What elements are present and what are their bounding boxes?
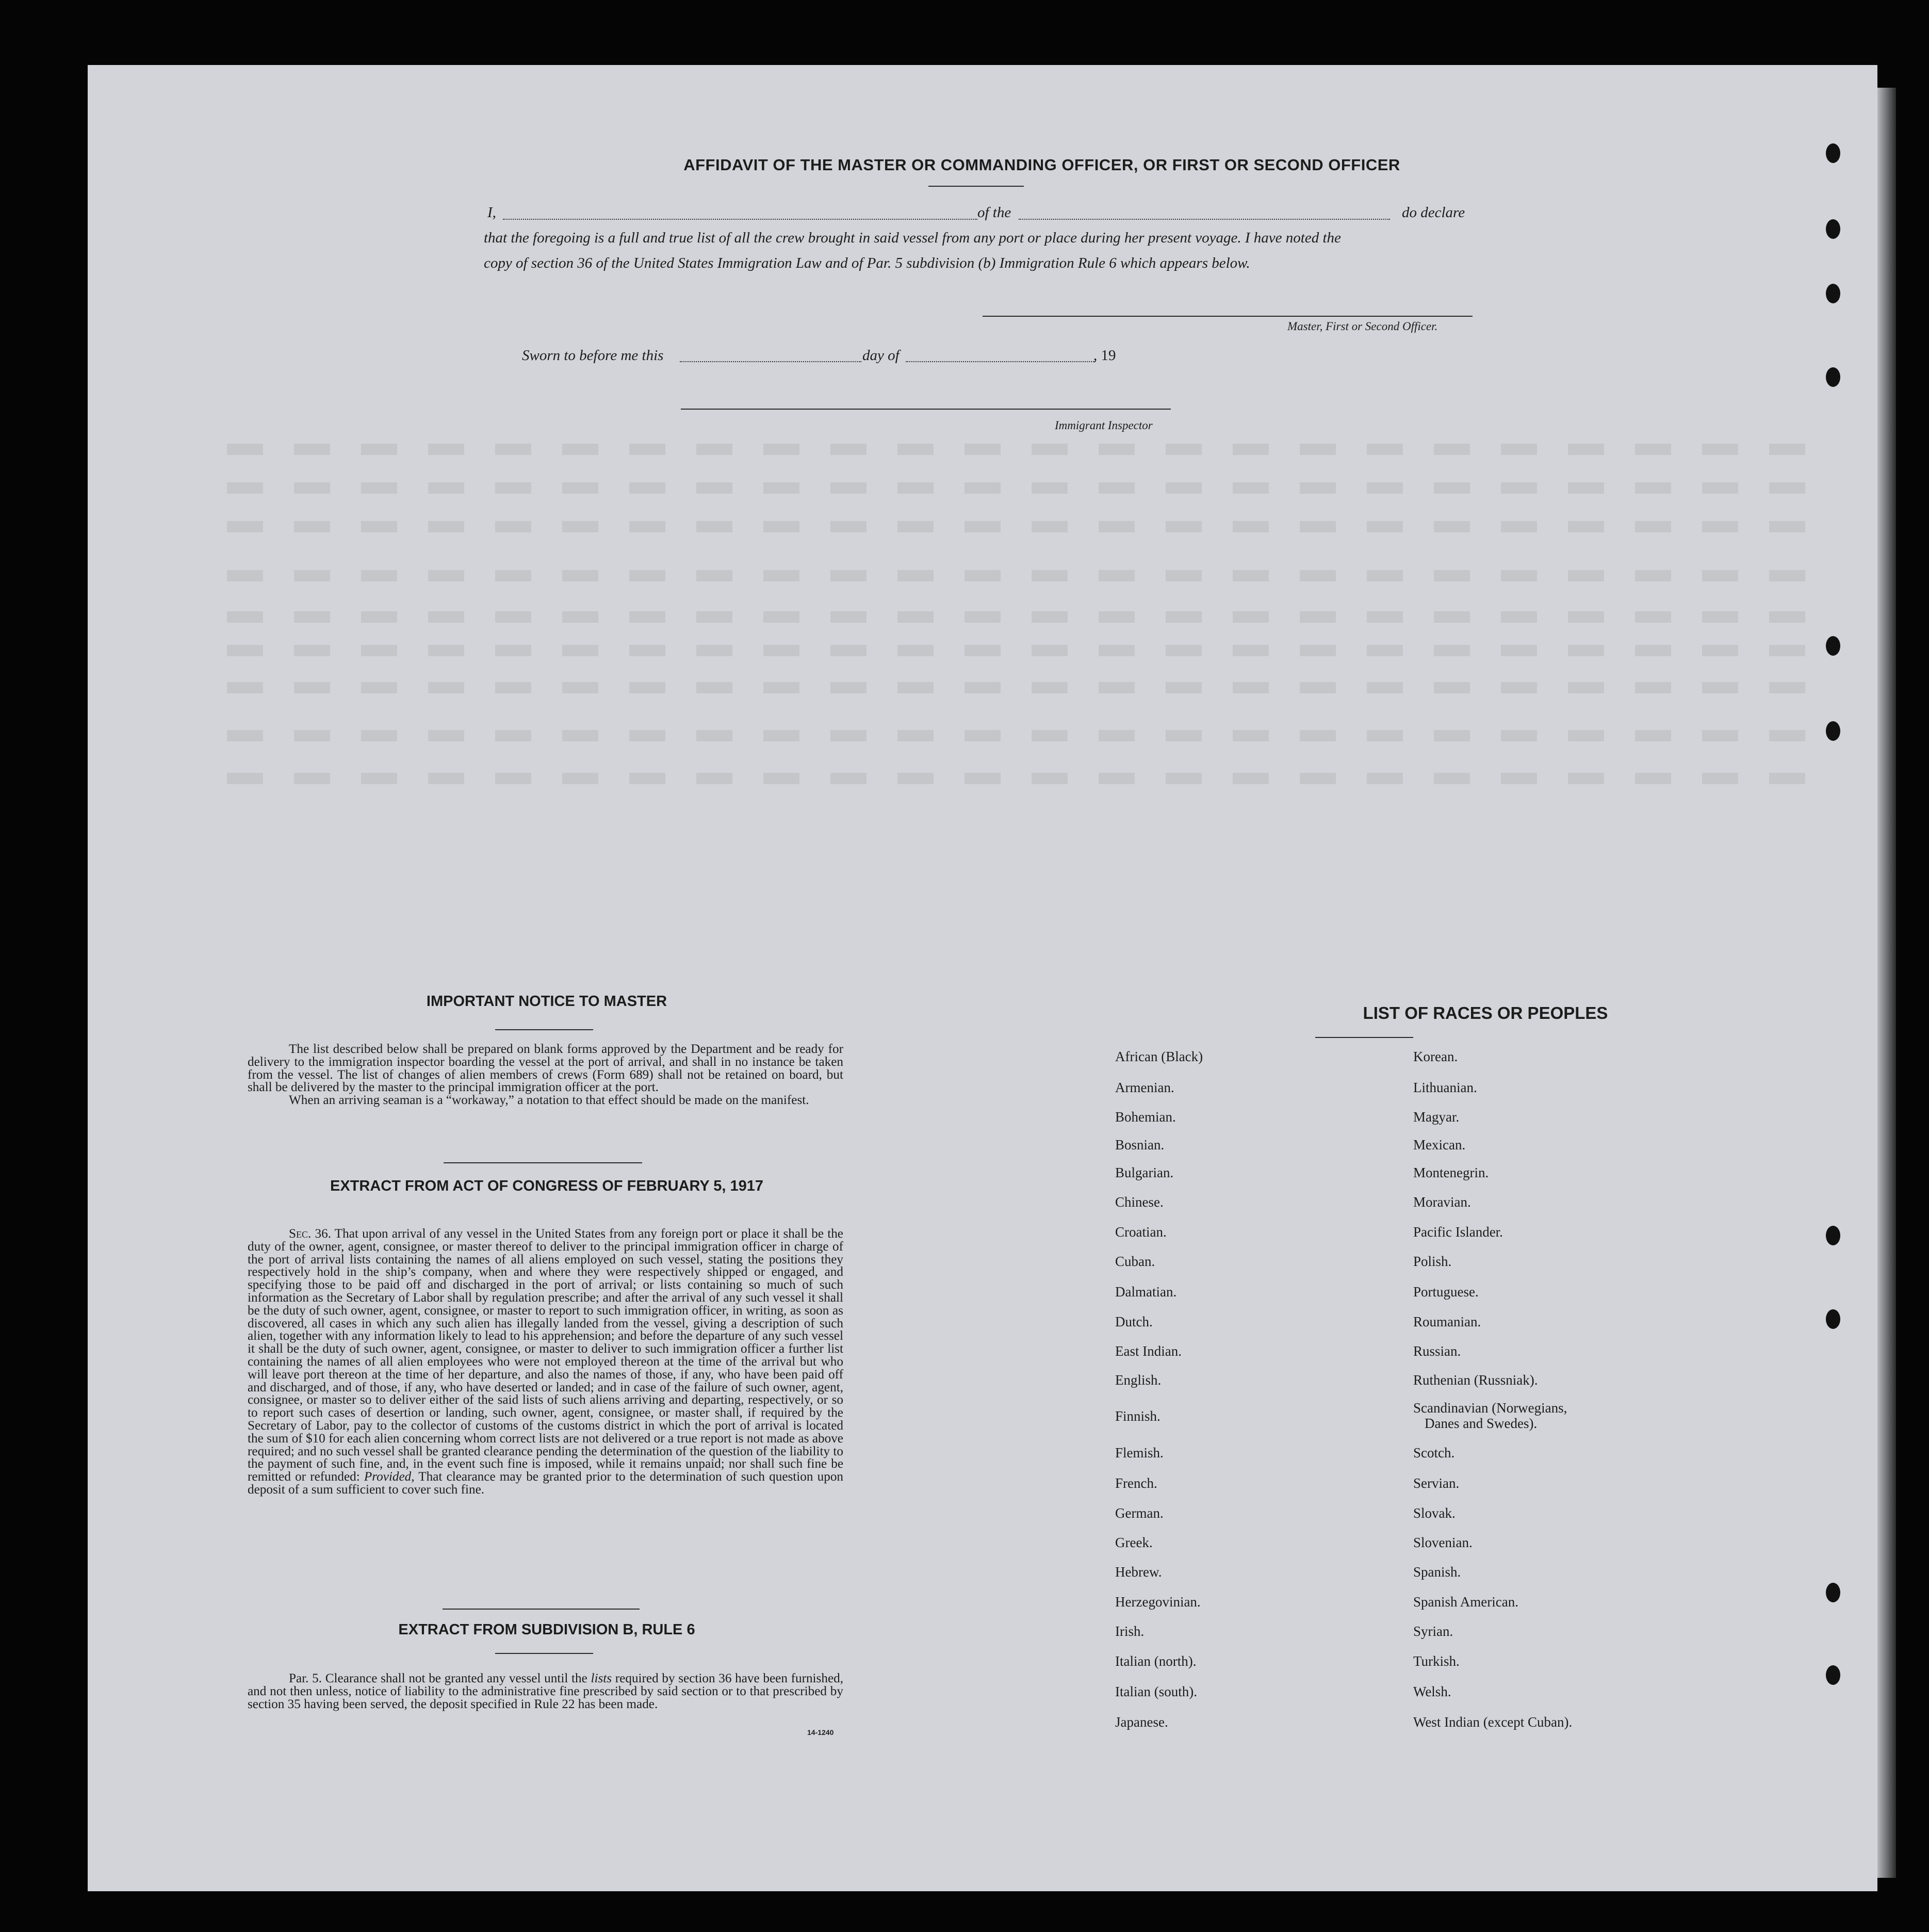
bleed-through-row	[227, 570, 1826, 581]
binder-hole	[1826, 1583, 1840, 1602]
race-item: Russian.	[1413, 1343, 1461, 1359]
rule-text-b: required by section 36 have been furnished, and not then unless, notice of liability to the administrative fine prescribed by said section or to that prescribed by section 35 having been served, the deposit specified in Rule 22 has been made.	[248, 1671, 844, 1711]
sworn-year-label: , 19	[1093, 347, 1116, 364]
race-item: Greek.	[1115, 1535, 1153, 1550]
race-item: Dalmatian.	[1115, 1284, 1177, 1300]
rule-text-a: Par. 5. Clearance shall not be granted any vessel until the	[289, 1671, 587, 1685]
races-divider	[1315, 1037, 1413, 1038]
act-extract-paragraph	[248, 1228, 843, 1497]
race-item: Lithuanian.	[1413, 1080, 1477, 1095]
race-item-continuation: Danes and Swedes).	[1425, 1416, 1538, 1431]
race-item: Spanish American.	[1413, 1594, 1518, 1610]
race-item: Polish.	[1413, 1254, 1452, 1269]
rule-extract-paragraph	[248, 1673, 843, 1711]
master-signature-line[interactable]	[983, 316, 1473, 317]
race-item: Bohemian.	[1115, 1109, 1176, 1125]
bleed-through-row	[227, 521, 1826, 532]
race-item: Ruthenian (Russniak).	[1413, 1372, 1538, 1388]
affidavit-statement-line: that the foregoing is a full and true list of all the crew brought in said vessel from any port or place during her present voyage. I have noted the	[484, 230, 1341, 246]
bleed-through-row	[227, 682, 1826, 693]
affidavit-declare-label: do declare	[1402, 204, 1465, 221]
rule-extract-title: EXTRACT FROM SUBDIVISION B, RULE 6	[398, 1621, 695, 1638]
race-item: Armenian.	[1115, 1080, 1174, 1095]
section-divider	[443, 1609, 640, 1610]
bleed-through-row	[227, 482, 1826, 494]
race-item: Scandinavian (Norwegians,	[1413, 1400, 1567, 1416]
master-name-blank[interactable]	[503, 219, 977, 220]
title-divider	[928, 186, 1024, 187]
section-text-end: That clearance may be granted prior to the determination of such question upon deposit of a sum sufficient to cover such fine.	[248, 1470, 844, 1497]
race-item: Korean.	[1413, 1049, 1458, 1064]
race-item: Bosnian.	[1115, 1137, 1165, 1152]
race-item: Italian (north).	[1115, 1653, 1197, 1669]
race-item: Moravian.	[1413, 1194, 1471, 1210]
lists-word: lists	[591, 1671, 612, 1685]
race-item: Syrian.	[1413, 1623, 1453, 1639]
race-item: Turkish.	[1413, 1653, 1460, 1669]
race-item: French.	[1115, 1475, 1157, 1491]
race-item: Pacific Islander.	[1413, 1224, 1503, 1240]
races-title: LIST OF RACES OR PEOPLES	[1363, 1003, 1608, 1022]
form-number: 14-1240	[807, 1728, 834, 1736]
race-item: Slovenian.	[1413, 1535, 1473, 1550]
document-sheet	[88, 65, 1877, 1891]
race-item: Montenegrin.	[1413, 1165, 1489, 1180]
notice-body	[248, 1043, 843, 1107]
section-label: Sec. 36.	[289, 1227, 332, 1241]
race-item: Welsh.	[1413, 1684, 1451, 1699]
binder-hole	[1826, 143, 1840, 163]
race-item: Japanese.	[1115, 1714, 1168, 1730]
bleed-through-row	[227, 611, 1826, 623]
race-item: Roumanian.	[1413, 1314, 1481, 1329]
binder-hole	[1826, 721, 1840, 741]
race-item: Italian (south).	[1115, 1684, 1197, 1699]
race-item: Dutch.	[1115, 1314, 1153, 1329]
inspector-caption: Immigrant Inspector	[1055, 419, 1153, 432]
race-item: Flemish.	[1115, 1445, 1164, 1460]
race-item: German.	[1115, 1505, 1164, 1521]
race-item: English.	[1115, 1372, 1162, 1388]
sworn-prefix-label: Sworn to before me this	[522, 347, 664, 364]
notice-title: IMPORTANT NOTICE TO MASTER	[426, 993, 667, 1010]
section-text: That upon arrival of any vessel in the United States from any foreign port or place it shall be the duty of the owner, agent, consignee, or master thereof to deliver to the principal immigration officer in charge of the port of arrival lists containing the names of all aliens employed on such vessel, stating the positions they respectively hold in the ship’s company, when and where they were respectively shipped or engaged, and specifying those to be paid off and discharged in the port of arrival; or lists containing so much of such information as the Secretary of Labor shall by regulation prescribe; and after the arrival of any such vessel it shall be the duty of such owner, agent, consignee, or master to report to such immigration officer, in writing, as soon as discovered, all cases in which any such alien has illegally landed from the vessel, giving a description of such alien, together with any information likely to lead to his apprehension; and before the departure of any such vessel it shall be the duty of such owner, agent, consignee, or master to deliver to such immigration officer a further list containing the names of all alien employees who were not employed thereon at the time of the arrival but who will leave port thereon at the time of her departure, and also the names of those, if any, who have been paid off and discharged, and of those, if any, who have deserted or landed; and in case of the failure of such owner, agent, consignee, or master so to deliver either of the said lists of such aliens arriving and departing, respectively, or so to report such cases of desertion or landing, such owner, agent, consignee, or master shall, if required by the Secretary of Labor, pay to the collector of customs of the customs district in which the port of arrival is located the sum of $10 for each alien concerning whom correct lists are not delivered or a true report is not made as above required; and no such vessel shall be granted clearance pending the determination of the question of the liability to the payment of such fine, and, in the event such fine is imposed, while it remains unpaid; nor shall such fine be remitted or refunded:	[248, 1227, 843, 1484]
inspector-signature-line[interactable]	[681, 409, 1171, 410]
bleed-through-row	[227, 645, 1826, 656]
race-item: African (Black)	[1115, 1049, 1203, 1064]
provided-word: Provided,	[364, 1470, 415, 1484]
affidavit-of-the-label: of the	[977, 204, 1011, 221]
affidavit-statement-line: copy of section 36 of the United States Immigration Law and of Par. 5 subdivision (b) Immigration Rule 6 which appears below.	[484, 255, 1250, 271]
race-item: Croatian.	[1115, 1224, 1167, 1240]
binder-hole	[1826, 1226, 1840, 1245]
binder-hole	[1826, 1309, 1840, 1329]
rule-extract-body	[248, 1673, 843, 1711]
bleed-through-row	[227, 730, 1826, 741]
notice-paragraph: The list described below shall be prepared on blank forms approved by the Department and be ready for delivery to the immigration inspector boarding the vessel at the port of arrival, and shall in no instance be taken from the vessel. The list of changes of alien members of crews (Form 689) shall not be retained on board, but shall be delivered by the master to the principal immigration officer at the port.	[248, 1042, 843, 1095]
affidavit-title: AFFIDAVIT OF THE MASTER OR COMMANDING OFFICER, OR FIRST OR SECOND OFFICER	[683, 156, 1400, 174]
section-divider	[444, 1162, 642, 1163]
race-item: Magyar.	[1413, 1109, 1460, 1125]
binder-hole	[1826, 284, 1840, 303]
race-item: Chinese.	[1115, 1194, 1164, 1210]
race-item: Hebrew.	[1115, 1564, 1162, 1580]
binder-hole	[1826, 367, 1840, 387]
notice-paragraph: When an arriving seaman is a “workaway,” a notation to that effect should be made on the manifest.	[289, 1093, 809, 1108]
act-extract-body	[248, 1228, 843, 1497]
race-item: Herzegovinian.	[1115, 1594, 1201, 1610]
act-extract-title: EXTRACT FROM ACT OF CONGRESS OF FEBRUARY 5, 1917	[330, 1178, 764, 1194]
race-item: Servian.	[1413, 1475, 1460, 1491]
race-item: Scotch.	[1413, 1445, 1455, 1460]
race-item: Mexican.	[1413, 1137, 1466, 1152]
sworn-day-blank[interactable]	[680, 361, 861, 362]
affidavit-i-label: I,	[487, 204, 496, 221]
race-item: Finnish.	[1115, 1408, 1160, 1424]
sworn-day-of-label: day of	[862, 347, 900, 364]
sworn-month-blank[interactable]	[906, 361, 1096, 362]
race-item: Irish.	[1115, 1623, 1145, 1639]
race-item: Slovak.	[1413, 1505, 1456, 1521]
race-item: Spanish.	[1413, 1564, 1461, 1580]
bleed-through-row	[227, 444, 1826, 455]
binder-hole	[1826, 1665, 1840, 1685]
race-item: West Indian (except Cuban).	[1413, 1714, 1573, 1730]
notice-divider	[495, 1029, 593, 1030]
race-item: East Indian.	[1115, 1343, 1182, 1359]
master-signature-caption: Master, First or Second Officer.	[1287, 320, 1438, 333]
rule-extract-divider	[495, 1653, 593, 1654]
binder-hole	[1826, 219, 1840, 239]
bleed-through-row	[227, 773, 1826, 784]
race-item: Cuban.	[1115, 1254, 1155, 1269]
page-edge-shadow	[1877, 88, 1896, 1878]
vessel-name-blank[interactable]	[1019, 219, 1390, 220]
race-item: Bulgarian.	[1115, 1165, 1174, 1180]
race-item: Portuguese.	[1413, 1284, 1479, 1300]
binder-hole	[1826, 636, 1840, 656]
